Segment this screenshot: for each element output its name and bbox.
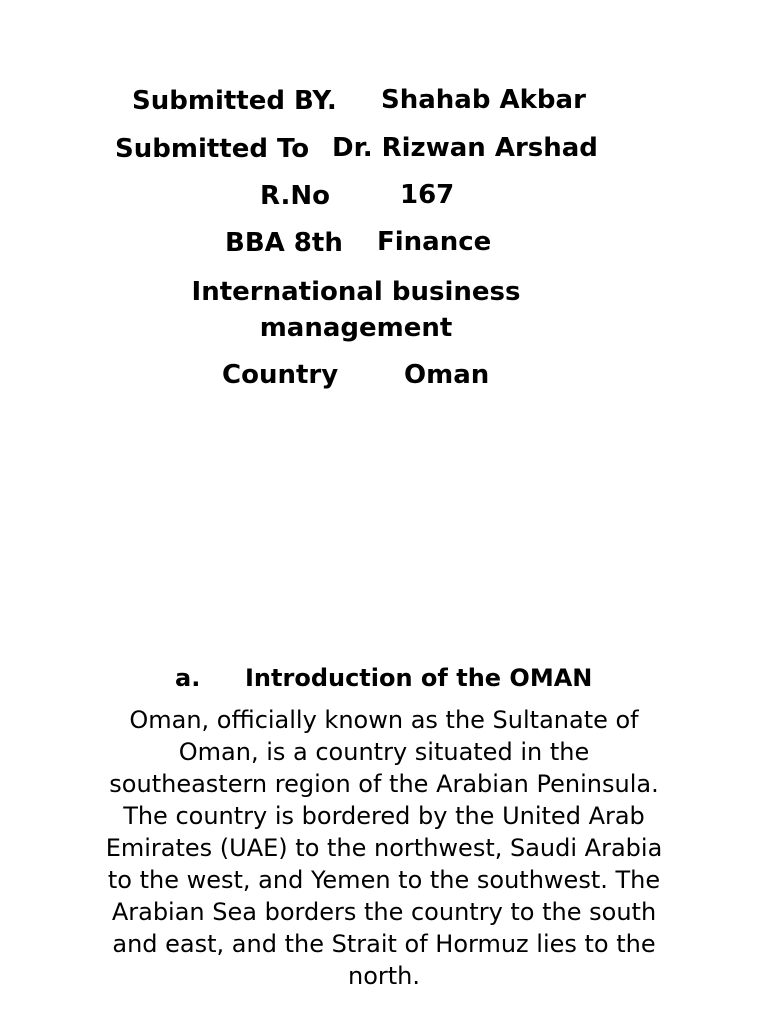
submitted-to-value: Dr. Rizwan Arshad <box>332 133 598 163</box>
rno-value: 167 <box>400 180 455 210</box>
list-marker: a. <box>175 664 201 692</box>
section-heading <box>0 662 768 694</box>
program-value: Finance <box>377 227 492 257</box>
program-label: BBA 8th <box>225 228 343 258</box>
country-label: Country <box>222 360 339 390</box>
section-heading-text: Introduction of the OMAN <box>245 664 593 692</box>
submitted-by-label: Submitted BY. <box>132 86 337 116</box>
intro-paragraph: Oman, officially known as the Sultanate of Oman, is a country situated in the southeastern region of the Arabian Peninsula. The country is bordered by the United Arab Emirates (UAE) to the northwest, Saudi Arabia to the west, and Yemen to the southwest. The Arabian Sea borders the country to the south and east, and the Strait of Hormuz lies to the north. <box>105 706 663 990</box>
course-title <box>0 274 712 346</box>
country-value: Oman <box>404 360 490 390</box>
rno-label: R.No <box>260 181 331 211</box>
course-title-text: International business management <box>191 277 521 343</box>
submitted-to-label: Submitted To <box>115 134 310 164</box>
submitted-by-value: Shahab Akbar <box>381 85 586 115</box>
